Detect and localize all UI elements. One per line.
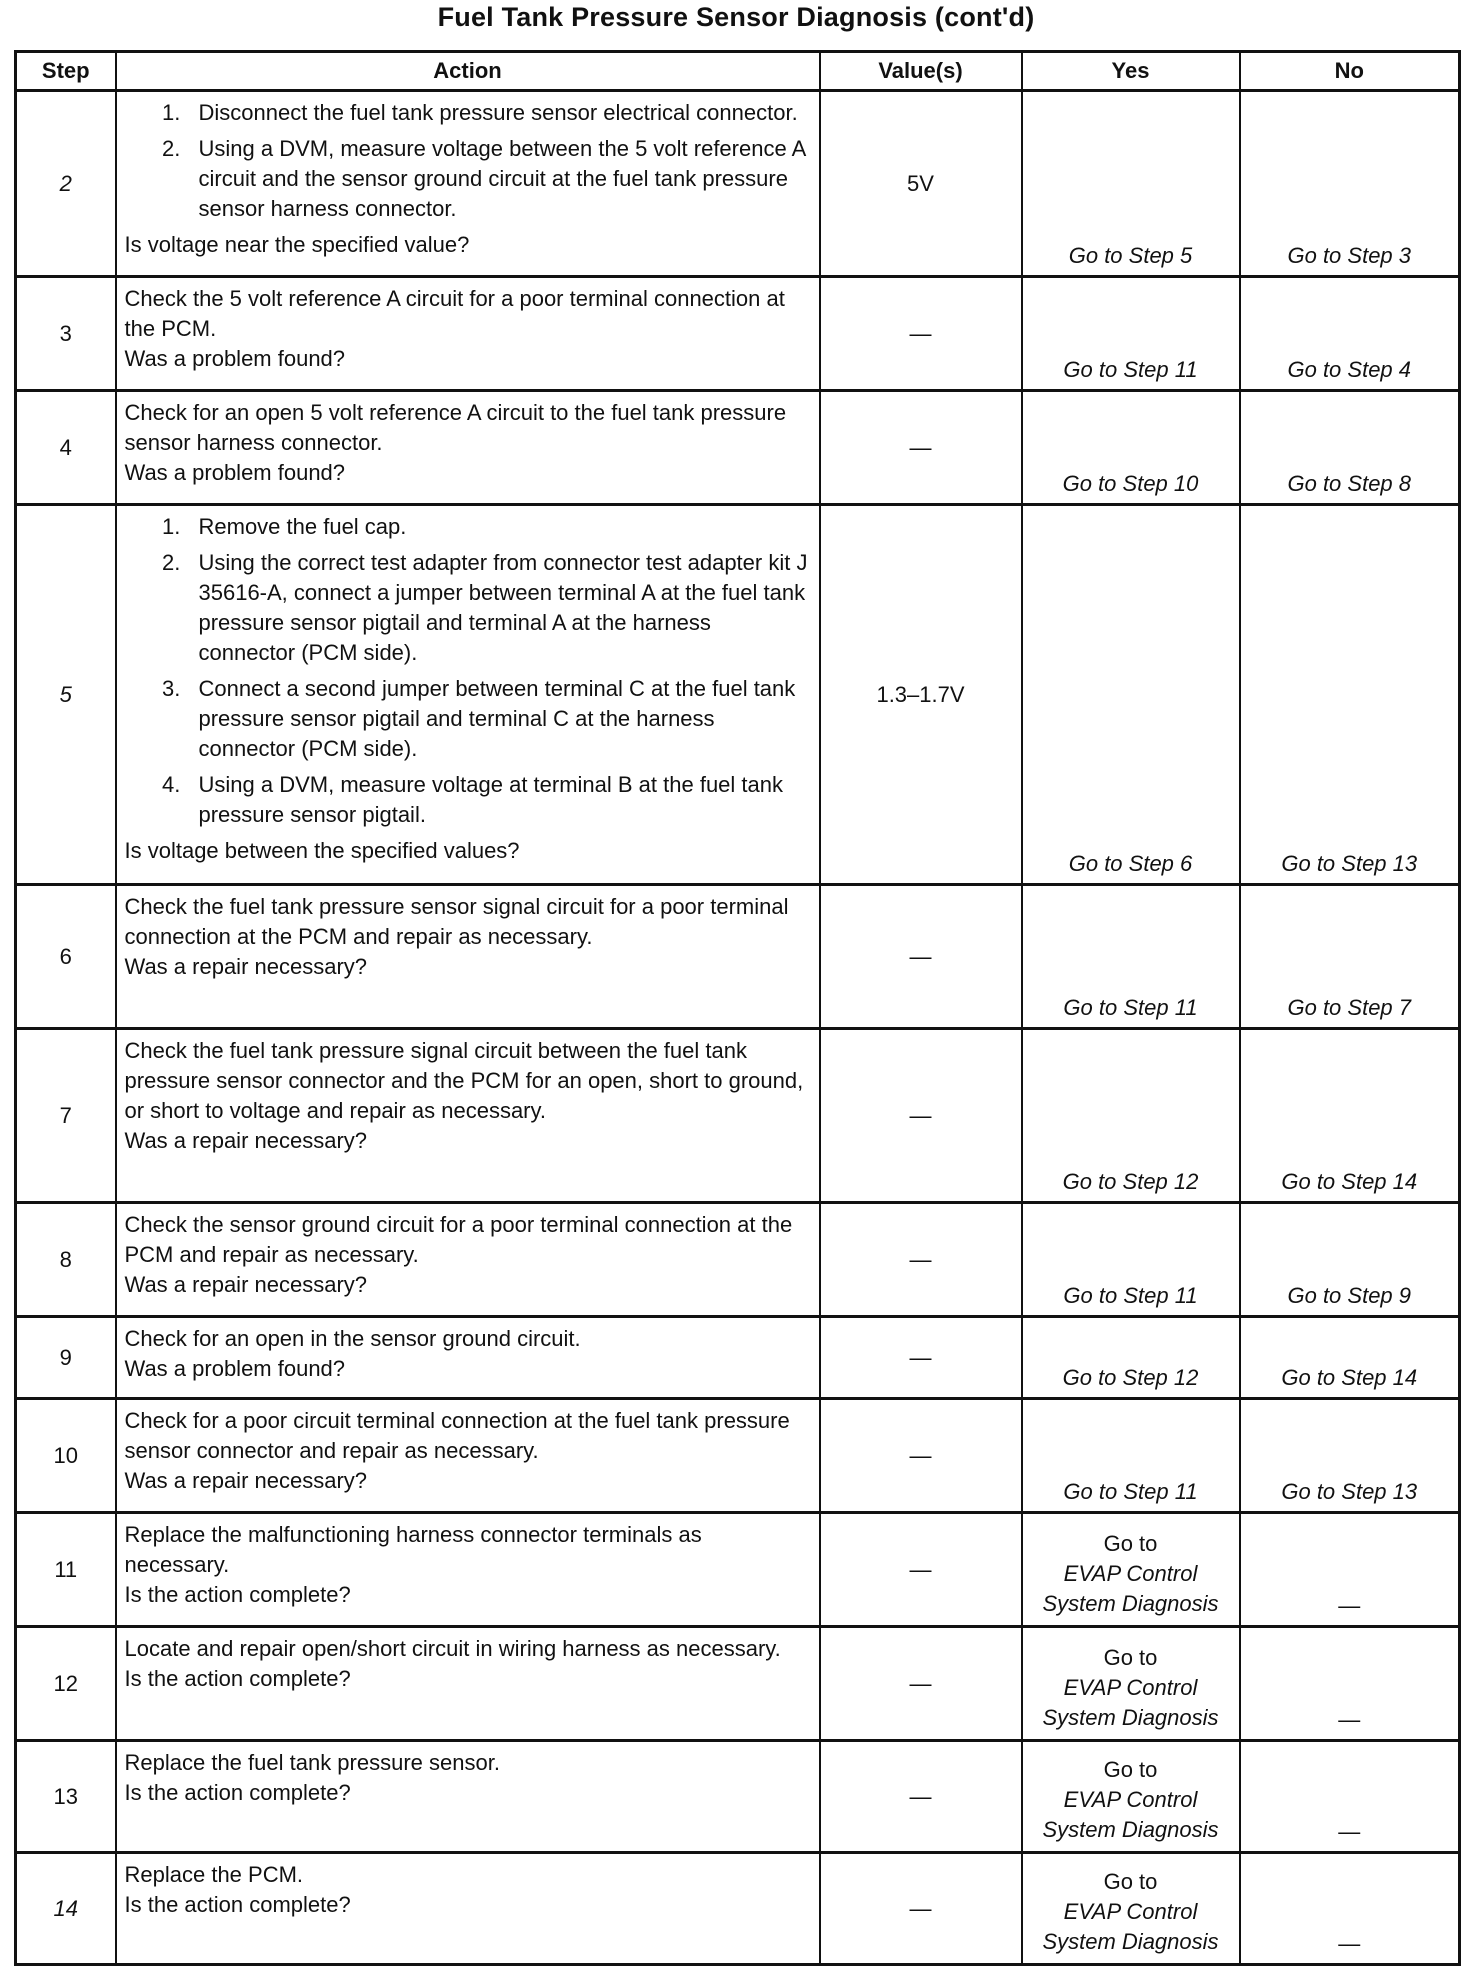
- step-number: 11: [16, 1513, 116, 1627]
- action-step: 2. Using the correct test adapter from connector test adapter kit J 35616-A, connect a jumper between terminal A at the fuel tank pressure sensor pigtail and terminal A at the harness connector (PCM side).: [187, 548, 813, 668]
- action-text: Check for an open 5 volt reference A circuit to the fuel tank pressure sensor harness connector.: [124, 400, 787, 455]
- value-cell: —: [820, 277, 1022, 391]
- yes-cell: [1022, 1741, 1240, 1853]
- action-cell: [116, 1399, 820, 1513]
- yes-evap-line1: EVAP Control: [1063, 1787, 1198, 1812]
- step-number: 4: [16, 391, 116, 505]
- yes-cell: [1022, 1853, 1240, 1965]
- action-question: Was a problem found?: [124, 346, 346, 371]
- table-row: [16, 1853, 1460, 1965]
- action-cell: [116, 1029, 820, 1203]
- yes-cell: Go to Step 10: [1022, 391, 1240, 505]
- header-no: No: [1240, 52, 1460, 91]
- action-step: 2. Using a DVM, measure voltage between the 5 volt reference A circuit and the sensor ground circuit at the fuel tank pressure sensor harness connector.: [187, 134, 813, 224]
- no-cell: Go to Step 7: [1240, 885, 1460, 1029]
- no-cell: —: [1240, 1513, 1460, 1627]
- action-text: Replace the malfunctioning harness connector terminals as necessary.: [124, 1522, 702, 1577]
- value-cell: —: [820, 1029, 1022, 1203]
- value-cell: 5V: [820, 91, 1022, 277]
- action-cell: [116, 391, 820, 505]
- yes-evap-line2: System Diagnosis: [1042, 1817, 1219, 1842]
- yes-evap-line1: EVAP Control: [1063, 1675, 1198, 1700]
- table-row: [16, 885, 1460, 1029]
- action-text: Replace the fuel tank pressure sensor.: [124, 1750, 500, 1775]
- action-question: Was a repair necessary?: [124, 1272, 368, 1297]
- action-cell: [116, 1317, 820, 1399]
- action-cell: [116, 1741, 820, 1853]
- no-cell: —: [1240, 1741, 1460, 1853]
- yes-goto: Go to: [1103, 1645, 1158, 1670]
- table-row: [16, 1317, 1460, 1399]
- action-question: Is the action complete?: [124, 1780, 351, 1805]
- action-cell: [116, 1513, 820, 1627]
- action-text: Check for a poor circuit terminal connection at the fuel tank pressure sensor connector and repair as necessary.: [124, 1408, 790, 1463]
- action-question: Is voltage near the specified value?: [124, 232, 470, 257]
- yes-cell: Go to Step 11: [1022, 885, 1240, 1029]
- table-row: [16, 1627, 1460, 1741]
- page-title: Fuel Tank Pressure Sensor Diagnosis (cont'd): [437, 2, 1035, 32]
- yes-cell: [1022, 1627, 1240, 1741]
- yes-evap-line2: System Diagnosis: [1042, 1591, 1219, 1616]
- value-cell: —: [820, 885, 1022, 1029]
- value-cell: —: [820, 1399, 1022, 1513]
- step-number: 10: [16, 1399, 116, 1513]
- action-cell: [116, 1853, 820, 1965]
- value-cell: —: [820, 1317, 1022, 1399]
- table-row: [16, 391, 1460, 505]
- no-cell: —: [1240, 1627, 1460, 1741]
- action-step: 1. Remove the fuel cap.: [187, 512, 813, 542]
- yes-goto: Go to: [1103, 1531, 1158, 1556]
- value-cell: —: [820, 1853, 1022, 1965]
- yes-cell: Go to Step 11: [1022, 277, 1240, 391]
- step-number: 3: [16, 277, 116, 391]
- action-steps: [125, 98, 813, 224]
- action-text: Check the fuel tank pressure sensor signal circuit for a poor terminal connection at the PCM and repair as necessary.: [124, 894, 789, 949]
- step-number: 8: [16, 1203, 116, 1317]
- step-number: 12: [16, 1627, 116, 1741]
- action-steps: [125, 512, 813, 830]
- yes-cell: Go to Step 11: [1022, 1399, 1240, 1513]
- action-question: Was a problem found?: [124, 460, 346, 485]
- step-number: 5: [16, 505, 116, 885]
- header-action: Action: [116, 52, 820, 91]
- value-cell: —: [820, 1741, 1022, 1853]
- value-cell: —: [820, 1627, 1022, 1741]
- yes-evap-line2: System Diagnosis: [1042, 1705, 1219, 1730]
- table-row: [16, 1029, 1460, 1203]
- action-cell: [116, 91, 820, 277]
- action-step: 3. Connect a second jumper between terminal C at the fuel tank pressure sensor pigtail and terminal C at the harness connector (PCM side).: [187, 674, 813, 764]
- yes-cell: Go to Step 6: [1022, 505, 1240, 885]
- yes-evap-line1: EVAP Control: [1063, 1561, 1198, 1586]
- no-cell: Go to Step 8: [1240, 391, 1460, 505]
- table-row: [16, 277, 1460, 391]
- table-row: [16, 1513, 1460, 1627]
- action-step: 4. Using a DVM, measure voltage at terminal B at the fuel tank pressure sensor pigtail.: [187, 770, 813, 830]
- no-cell: Go to Step 14: [1240, 1029, 1460, 1203]
- action-question: Is the action complete?: [124, 1666, 351, 1691]
- yes-cell: Go to Step 12: [1022, 1317, 1240, 1399]
- table-header-row: [16, 52, 1460, 91]
- no-cell: Go to Step 3: [1240, 91, 1460, 277]
- header-yes: Yes: [1022, 52, 1240, 91]
- no-cell: Go to Step 13: [1240, 505, 1460, 885]
- action-cell: [116, 1627, 820, 1741]
- action-cell: [116, 277, 820, 391]
- action-step: 1. Disconnect the fuel tank pressure sensor electrical connector.: [187, 98, 813, 128]
- step-number: 7: [16, 1029, 116, 1203]
- action-text: Check for an open in the sensor ground circuit.: [124, 1326, 581, 1351]
- action-question: Was a repair necessary?: [124, 1128, 368, 1153]
- action-text: Replace the PCM.: [124, 1862, 304, 1887]
- no-cell: —: [1240, 1853, 1460, 1965]
- action-cell: [116, 885, 820, 1029]
- yes-goto: Go to: [1103, 1869, 1158, 1894]
- action-question: Is voltage between the specified values?: [124, 838, 520, 863]
- no-cell: Go to Step 9: [1240, 1203, 1460, 1317]
- action-question: Was a problem found?: [124, 1356, 346, 1381]
- header-values: Value(s): [820, 52, 1022, 91]
- action-cell: [116, 1203, 820, 1317]
- header-step: Step: [16, 52, 116, 91]
- table-row: [16, 1741, 1460, 1853]
- diagnosis-table: [14, 50, 1461, 1966]
- action-question: Was a repair necessary?: [124, 1468, 368, 1493]
- no-cell: Go to Step 13: [1240, 1399, 1460, 1513]
- action-cell: [116, 505, 820, 885]
- yes-cell: Go to Step 5: [1022, 91, 1240, 277]
- step-number: 6: [16, 885, 116, 1029]
- table-row: [16, 1399, 1460, 1513]
- action-text: Check the 5 volt reference A circuit for a poor terminal connection at the PCM.: [124, 286, 785, 341]
- action-question: Is the action complete?: [124, 1892, 351, 1917]
- step-number: 14: [16, 1853, 116, 1965]
- yes-evap-line1: EVAP Control: [1063, 1899, 1198, 1924]
- yes-evap-line2: System Diagnosis: [1042, 1929, 1219, 1954]
- table-row: [16, 1203, 1460, 1317]
- action-text: Locate and repair open/short circuit in wiring harness as necessary.: [124, 1636, 781, 1661]
- value-cell: —: [820, 1513, 1022, 1627]
- step-number: 13: [16, 1741, 116, 1853]
- step-number: 2: [16, 91, 116, 277]
- value-cell: —: [820, 1203, 1022, 1317]
- action-question: Was a repair necessary?: [124, 954, 368, 979]
- no-cell: Go to Step 14: [1240, 1317, 1460, 1399]
- action-question: Is the action complete?: [124, 1582, 351, 1607]
- step-number: 9: [16, 1317, 116, 1399]
- no-cell: Go to Step 4: [1240, 277, 1460, 391]
- yes-cell: Go to Step 11: [1022, 1203, 1240, 1317]
- action-text: Check the sensor ground circuit for a poor terminal connection at the PCM and repair as necessary.: [124, 1212, 793, 1267]
- yes-cell: [1022, 1513, 1240, 1627]
- action-text: Check the fuel tank pressure signal circuit between the fuel tank pressure sensor connector and the PCM for an open, short to ground, or short to voltage and repair as necessary.: [124, 1038, 804, 1123]
- value-cell: 1.3–1.7V: [820, 505, 1022, 885]
- yes-cell: Go to Step 12: [1022, 1029, 1240, 1203]
- value-cell: —: [820, 391, 1022, 505]
- table-row: [16, 505, 1460, 885]
- yes-goto: Go to: [1103, 1757, 1158, 1782]
- table-row: [16, 91, 1460, 277]
